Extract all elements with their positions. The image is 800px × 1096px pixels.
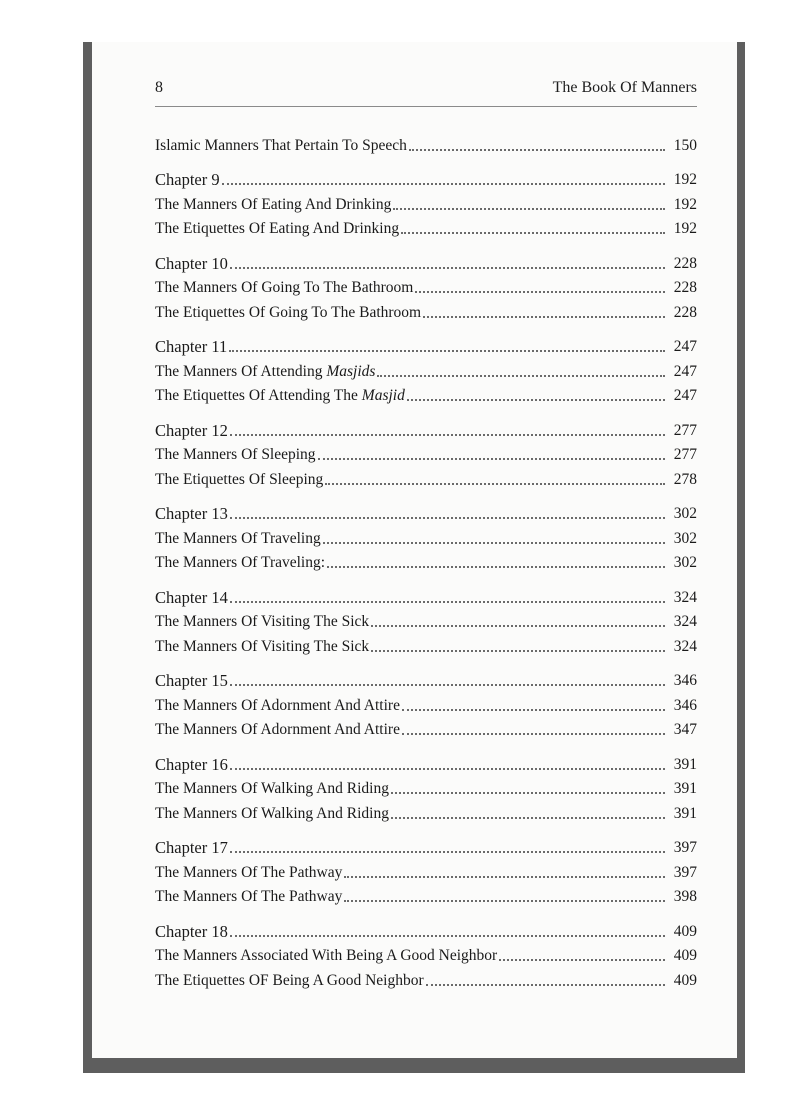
dot-leader [426, 984, 665, 986]
dot-leader [318, 458, 665, 460]
toc-entry [155, 941, 697, 966]
toc-entry [155, 882, 697, 907]
toc-page-number: 302 [673, 505, 697, 522]
toc-page-number: 192 [673, 171, 697, 188]
toc-entry [155, 189, 697, 214]
toc-entry [155, 381, 697, 406]
toc-page-number: 302 [673, 529, 697, 547]
toc-entry [155, 965, 697, 990]
dot-leader [377, 375, 665, 377]
toc-page-number: 302 [673, 554, 697, 571]
toc-entry-label: Chapter 18 [155, 921, 228, 941]
toc-entry-label: Chapter 17 [155, 838, 228, 857]
toc-page-number: 397 [673, 863, 697, 881]
toc-page-number: 391 [673, 804, 697, 822]
toc-entry [155, 523, 697, 548]
toc-entry-label: Chapter 9 [155, 170, 220, 189]
toc-entry-label: The Etiquettes Of Attending The Masjid [155, 387, 405, 404]
toc-entry-label: The Manners Of Eating And Drinking [155, 195, 392, 213]
toc-chapter-entry [155, 833, 697, 858]
toc-entry [155, 857, 697, 882]
toc-chapter-entry [155, 415, 697, 440]
toc-page-number: 398 [673, 888, 697, 905]
toc-entry-label: Chapter 16 [155, 754, 228, 774]
section-gap [155, 489, 697, 499]
toc-page-number: 247 [673, 387, 697, 404]
toc-entry [155, 464, 697, 489]
dot-leader [230, 935, 665, 937]
toc-entry [155, 440, 697, 465]
toc-entry-label: Chapter 12 [155, 420, 228, 440]
toc-page-number: 409 [673, 971, 697, 989]
dot-leader [323, 542, 665, 544]
toc-entry [155, 130, 697, 155]
toc-chapter-entry [155, 165, 697, 190]
toc-page-number: 247 [673, 362, 697, 380]
toc-chapter-entry [155, 582, 697, 607]
toc-entry-label: The Manners Of The Pathway [155, 863, 343, 881]
toc-entry-label: Chapter 13 [155, 504, 228, 523]
dot-leader [371, 625, 665, 627]
toc-page-number: 277 [673, 421, 697, 439]
dot-leader [407, 399, 665, 401]
section-gap [155, 656, 697, 666]
toc-entry-label: Chapter 15 [155, 671, 228, 690]
dot-leader [229, 350, 665, 352]
toc-entry [155, 690, 697, 715]
page-number: 8 [155, 79, 163, 96]
book-page [92, 42, 737, 1058]
toc-chapter-entry [155, 916, 697, 941]
dot-leader [230, 517, 665, 519]
toc-page-number: 192 [673, 220, 697, 237]
section-gap [155, 739, 697, 749]
toc-page-number: 228 [673, 303, 697, 321]
toc-page-number: 277 [673, 446, 697, 463]
toc-page-number: 150 [673, 136, 697, 154]
dot-leader [230, 684, 665, 686]
toc-page-number: 391 [673, 755, 697, 773]
header-rule [155, 106, 697, 107]
section-gap [155, 572, 697, 582]
toc-chapter-entry [155, 248, 697, 273]
toc-page-number: 391 [673, 780, 697, 797]
dot-leader [230, 601, 665, 603]
toc-entry-label: Chapter 14 [155, 587, 228, 607]
toc-entry [155, 631, 697, 656]
toc-entry-label: The Manners Of Walking And Riding [155, 804, 389, 822]
toc-entry [155, 548, 697, 573]
toc-entry-label: The Manners Of Adornment And Attire [155, 696, 400, 714]
dot-leader [222, 183, 665, 185]
toc-chapter-entry [155, 749, 697, 774]
toc-page-number: 409 [673, 922, 697, 940]
table-of-contents [155, 130, 697, 990]
toc-entry [155, 214, 697, 239]
toc-entry [155, 356, 697, 381]
dot-leader [415, 291, 665, 293]
toc-page-number: 324 [673, 613, 697, 630]
toc-entry [155, 798, 697, 823]
toc-entry [155, 607, 697, 632]
toc-entry-label: The Manners Of Going To The Bathroom [155, 279, 414, 296]
dot-leader [391, 817, 665, 819]
dot-leader [327, 566, 665, 568]
toc-page-number: 278 [673, 470, 697, 488]
toc-chapter-entry [155, 499, 697, 524]
toc-entry-label: The Etiquettes Of Sleeping [155, 470, 324, 488]
toc-page-number: 409 [673, 947, 697, 964]
toc-entry-label: The Manners Of Traveling: [155, 554, 326, 571]
toc-entry-label: The Manners Of Attending Masjids [155, 362, 376, 380]
toc-page-number: 247 [673, 338, 697, 355]
toc-entry-label: The Manners Associated With Being A Good Neighbor [155, 947, 498, 964]
section-gap [155, 322, 697, 332]
toc-entry-label: Chapter 10 [155, 253, 228, 273]
section-gap [155, 405, 697, 415]
dot-leader [423, 316, 665, 318]
running-title: The Book Of Manners [552, 79, 697, 96]
toc-page-number: 397 [673, 839, 697, 856]
dot-leader [409, 149, 665, 151]
toc-entry-label: The Manners Of Visiting The Sick [155, 637, 370, 655]
toc-entry-label: The Etiquettes Of Eating And Drinking [155, 220, 400, 237]
toc-page-number: 228 [673, 279, 697, 296]
dot-leader [402, 709, 665, 711]
dot-leader [402, 733, 665, 735]
toc-page-number: 228 [673, 254, 697, 272]
dot-leader [401, 232, 665, 234]
dot-leader [230, 851, 665, 853]
toc-chapter-entry [155, 332, 697, 357]
toc-chapter-entry [155, 666, 697, 691]
section-gap [155, 906, 697, 916]
toc-entry-label: The Manners Of Traveling [155, 529, 321, 547]
section-gap [155, 823, 697, 833]
toc-page-number: 192 [673, 195, 697, 213]
dot-leader [393, 208, 665, 210]
toc-entry-label: The Manners Of Visiting The Sick [155, 613, 370, 630]
toc-page-number: 346 [673, 696, 697, 714]
toc-entry-label: The Etiquettes Of Going To The Bathroom [155, 303, 422, 321]
dot-leader [230, 267, 665, 269]
toc-entry-label: The Etiquettes OF Being A Good Neighbor [155, 971, 424, 989]
toc-page-number: 324 [673, 637, 697, 655]
toc-page-number: 347 [673, 721, 697, 738]
section-gap [155, 238, 697, 248]
toc-page-number: 346 [673, 672, 697, 689]
dot-leader [230, 434, 665, 436]
toc-entry-label: The Manners Of Sleeping [155, 446, 316, 463]
toc-entry [155, 715, 697, 740]
dot-leader [344, 876, 665, 878]
section-gap [155, 155, 697, 165]
toc-entry [155, 297, 697, 322]
dot-leader [371, 650, 665, 652]
toc-entry-label: The Manners Of The Pathway [155, 888, 343, 905]
dot-leader [230, 768, 665, 770]
dot-leader [499, 959, 665, 961]
toc-entry [155, 273, 697, 298]
toc-page-number: 324 [673, 588, 697, 606]
dot-leader [344, 900, 665, 902]
toc-entry-label: The Manners Of Walking And Riding [155, 780, 389, 797]
page-header [155, 79, 697, 105]
toc-entry [155, 774, 697, 799]
dot-leader [391, 792, 665, 794]
toc-entry-label: Islamic Manners That Pertain To Speech [155, 136, 407, 154]
toc-entry-label: The Manners Of Adornment And Attire [155, 721, 400, 738]
toc-entry-label: Chapter 11 [155, 337, 228, 356]
dot-leader [325, 483, 665, 485]
